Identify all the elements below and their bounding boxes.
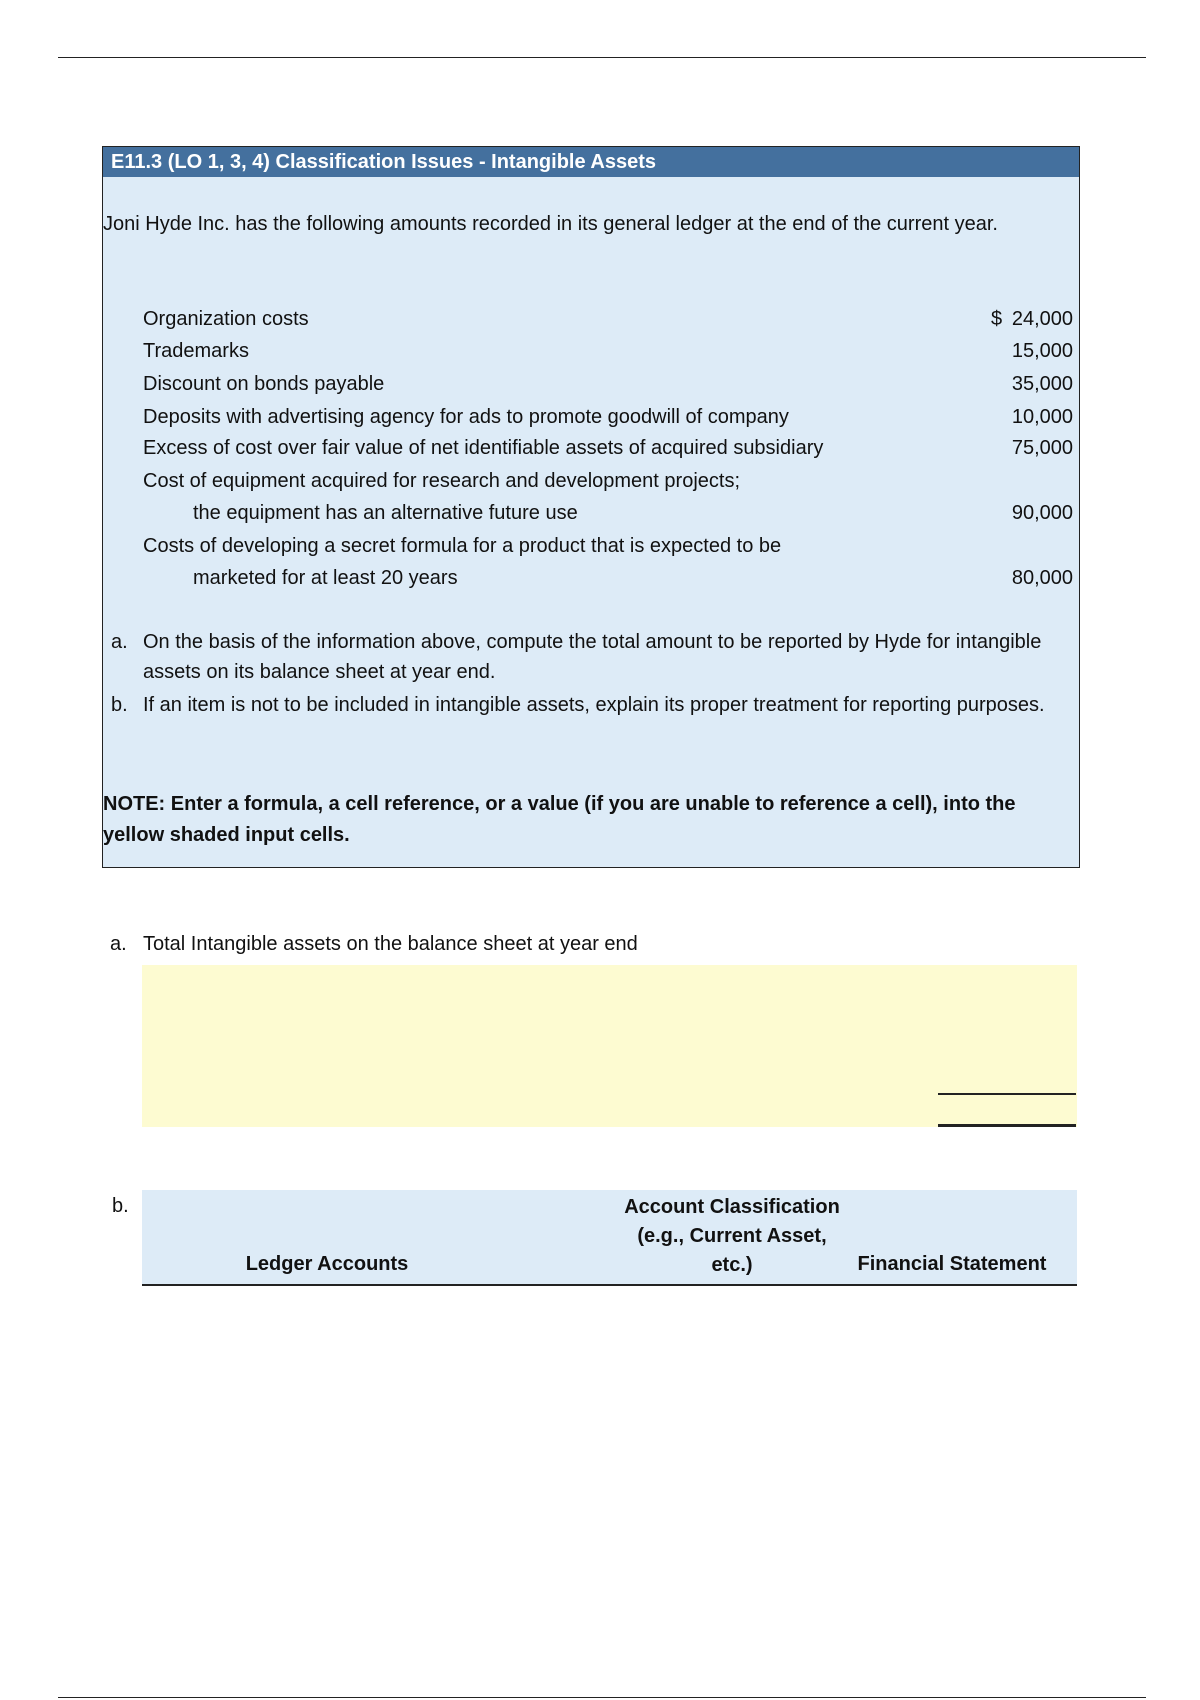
problem-intro: Joni Hyde Inc. has the following amounts recorded in its general ledger at the end of the current year. (103, 213, 998, 235)
ledger-item-amount: 90,000 (1011, 502, 1073, 524)
question-letter: b. (111, 694, 128, 716)
ledger-item (143, 434, 1073, 462)
problem-title: E11.3 (LO 1, 3, 4) Classification Issues - Intangible Assets (103, 147, 1079, 177)
part-b-table-header (142, 1190, 1077, 1286)
ledger-item-label: Costs of developing a secret formula for a product that is expected to be (143, 535, 782, 557)
ledger-item (143, 403, 1073, 431)
top-rule (58, 57, 1146, 58)
ledger-item (143, 467, 1073, 495)
ledger-item-label: Trademarks (143, 340, 249, 362)
total-single-underline (938, 1093, 1076, 1095)
total-double-underline (938, 1124, 1076, 1127)
ledger-item-label: Excess of cost over fair value of net identifiable assets of acquired subsidiary (143, 437, 824, 459)
ledger-item-label: Organization costs (143, 308, 309, 330)
column-header-account-classification: Account Classification (e.g., Current Asset, etc.) (624, 1196, 840, 1276)
question-letter: a. (111, 631, 128, 653)
column-header-ledger-accounts: Ledger Accounts (245, 1253, 409, 1275)
ledger-item-label: Deposits with advertising agency for ads to promote goodwill of company (143, 406, 789, 428)
ledger-item-label: Discount on bonds payable (143, 373, 385, 395)
ledger-item-amount: 80,000 (1011, 567, 1073, 589)
ledger-item-amount: 75,000 (1011, 437, 1073, 459)
input-note: NOTE: Enter a formula, a cell reference, or a value (if you are unable to reference a cell), into the yellow shaded input cells. (103, 793, 1016, 846)
ledger-item (143, 337, 1073, 365)
ledger-item-amount: 10,000 (1011, 406, 1073, 428)
ledger-item-label-continued: the equipment has an alternative future use (193, 502, 578, 524)
ledger-item (143, 305, 1073, 333)
column-header-financial-statement: Financial Statement (857, 1253, 1047, 1275)
ledger-item-continued (143, 499, 1073, 527)
ledger-item-amount: 15,000 (1011, 340, 1073, 362)
ledger-item-amount: 24,000 (1011, 308, 1073, 330)
ledger-item-label-continued: marketed for at least 20 years (193, 567, 458, 589)
part-a-label: Total Intangible assets on the balance sheet at year end (143, 933, 638, 955)
ledger-item-amount: 35,000 (1011, 373, 1073, 395)
ledger-item-continued (143, 564, 1073, 592)
currency-symbol: $ (991, 308, 1003, 330)
bottom-rule (58, 1697, 1146, 1698)
question-text: If an item is not to be included in intangible assets, explain its proper treatment for reporting purposes. (143, 694, 1045, 716)
ledger-item (143, 370, 1073, 398)
question-text: On the basis of the information above, compute the total amount to be reported by Hyde for intangible assets on its balance sheet at year end. (143, 631, 1042, 683)
problem-statement-box (102, 146, 1080, 868)
part-b-letter: b. (112, 1195, 129, 1217)
ledger-item (143, 532, 1073, 560)
ledger-item-label: Cost of equipment acquired for research and development projects; (143, 470, 741, 492)
part-a-letter: a. (110, 933, 127, 955)
total-intangible-input-cells[interactable] (142, 965, 1077, 1127)
